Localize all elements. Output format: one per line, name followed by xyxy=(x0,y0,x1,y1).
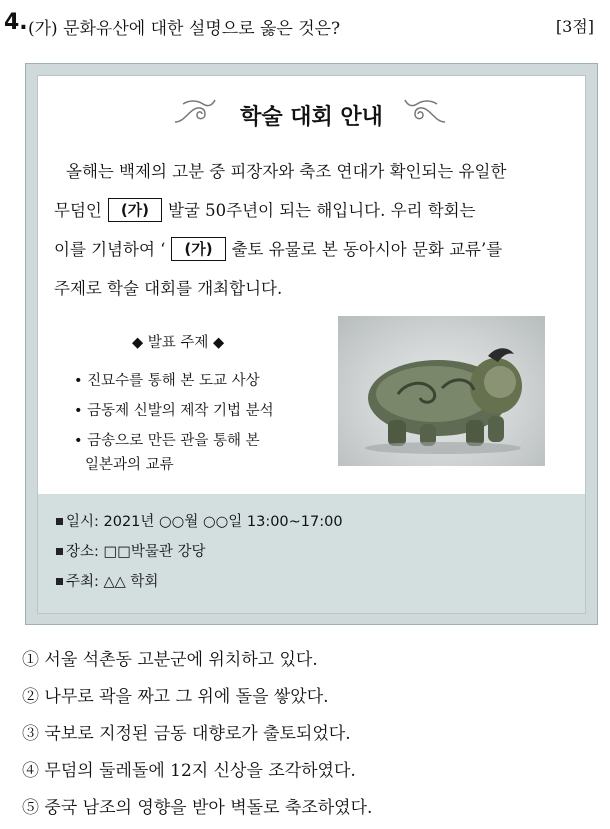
blank-ga-box-2: (가) xyxy=(171,237,225,261)
left-cloud-ornament-icon xyxy=(173,96,217,126)
notice-title: 학술 대회 안내 xyxy=(240,105,383,130)
event-host xyxy=(56,570,158,591)
notice-frame xyxy=(25,63,598,625)
paragraph-line-2-post: 발굴 50주년이 되는 해입니다. 우리 학회는 xyxy=(168,201,476,220)
answer-choice-2[interactable]: ② 나무로 곽을 짜고 그 위에 돌을 쌓았다. xyxy=(22,687,329,707)
answer-choice-3[interactable]: ③ 국보로 지정된 금동 대향로가 출토되었다. xyxy=(22,724,351,744)
notice-paragraph xyxy=(54,152,570,308)
event-host-text: 주최: △△ 학회 xyxy=(66,574,159,590)
topic-item-continued: 일본과의 교류 xyxy=(85,457,174,473)
event-place-text: 장소: □□박물관 강당 xyxy=(66,544,206,560)
paragraph-line-3-post: 출토 유물로 본 동아시아 문화 교류’를 xyxy=(231,240,503,259)
paragraph-line-2-pre: 무덤인 xyxy=(54,201,102,220)
paragraph-line-2 xyxy=(54,191,570,230)
topic-item: • 금동제 신발의 제작 기법 분석 xyxy=(74,403,274,419)
notice-title-row xyxy=(38,94,585,134)
question-text: (가) 문화유산에 대한 설명으로 옳은 것은? xyxy=(28,19,341,39)
paragraph-line-1: 올해는 백제의 고분 중 피장자와 축조 연대가 확인되는 유일한 xyxy=(66,162,507,181)
event-date-text: 일시: 2021년 ○○월 ○○일 13:00~17:00 xyxy=(66,514,343,530)
guardian-beast-photo xyxy=(338,316,545,466)
answer-choice-5[interactable]: ⑤ 중국 남조의 영향을 받아 벽돌로 축조하였다. xyxy=(22,798,373,818)
topic-item: • 진묘수를 통해 본 도교 사상 xyxy=(74,373,260,389)
bullet-square-icon xyxy=(56,578,63,585)
paragraph-line-4: 주제로 학술 대회를 개최합니다. xyxy=(54,279,283,298)
event-place xyxy=(56,540,206,561)
event-info-band xyxy=(38,494,585,613)
answer-choice-1[interactable]: ① 서울 석촌동 고분군에 위치하고 있다. xyxy=(22,650,318,670)
question-score: [3점] xyxy=(555,17,594,36)
paragraph-line-3-pre: 이를 기념하여 ‘ xyxy=(54,240,166,259)
event-date xyxy=(56,510,343,531)
bullet-square-icon xyxy=(56,518,63,525)
topic-item: • 금송으로 만든 관을 통해 본 xyxy=(74,433,260,449)
notice-card xyxy=(37,75,586,614)
paragraph-line-3 xyxy=(54,230,570,269)
topics-heading: ◆ 발표 주제 ◆ xyxy=(132,335,225,351)
question-number: 4. xyxy=(4,10,28,35)
bullet-square-icon xyxy=(56,548,63,555)
question-header xyxy=(0,6,610,42)
answer-choice-4[interactable]: ④ 무덤의 둘레돌에 12지 신상을 조각하였다. xyxy=(22,761,356,781)
right-cloud-ornament-icon xyxy=(403,96,447,126)
stone-beast-figure-icon xyxy=(338,316,545,466)
blank-ga-box: (가) xyxy=(108,198,162,222)
